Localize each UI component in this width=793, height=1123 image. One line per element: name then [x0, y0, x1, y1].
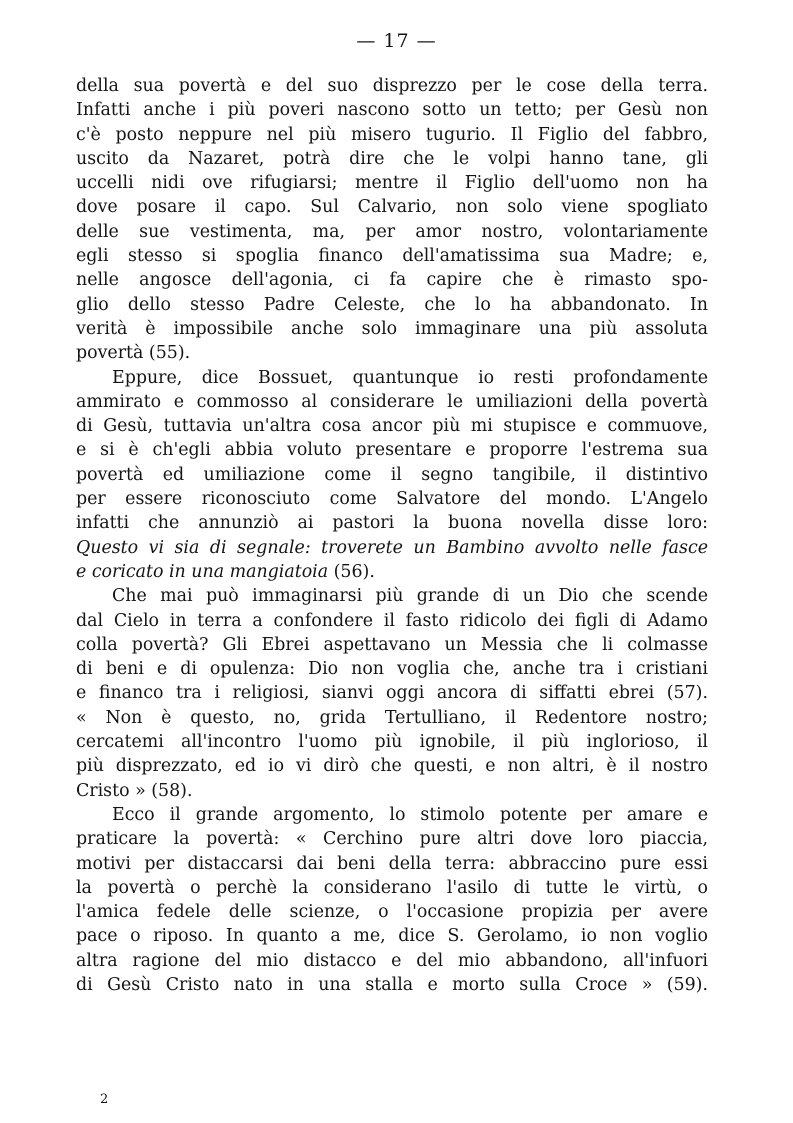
text-line: dove posare il capo. Sul Calvario, non solo viene spogliato — [76, 197, 708, 218]
page-number: — 17 — — [356, 30, 437, 52]
text-line: cercatemi all'incontro l'uomo più ignobile, il più inglorioso, il — [76, 732, 708, 753]
quoted-scripture-line: e coricato in una mangiatoia — [76, 561, 329, 582]
text-line: « Non è questo, no, grida Tertulliano, il Redentore nostro; — [76, 707, 708, 728]
text-line: delle sue vestimenta, ma, per amor nostro, volontariamente — [76, 221, 708, 242]
text-line: nelle angosce dell'agonia, ci fa capire che è rimasto spo- — [76, 270, 708, 291]
text-line: praticare la povertà: « Cerchino pure altri dove loro piaccia, — [76, 829, 708, 850]
text-line: colla povertà? Gli Ebrei aspettavano un Messia che li colmasse — [76, 634, 708, 655]
text-line: Cristo » (58). — [76, 780, 193, 801]
text-line: di Gesù, tuttavia un'altra cosa ancor più mi stupisce e commuove, — [76, 416, 708, 437]
text-line: motivi per distaccarsi dai beni della terra: abbraccino pure essi — [76, 853, 708, 874]
text-line: ammirato e commosso al considerare le umiliazioni della povertà — [76, 391, 708, 412]
text-line: altra ragione del mio distacco e del mio abbandono, all'infuori — [76, 950, 708, 971]
text-line — [76, 560, 708, 584]
text-line: Eppure, dice Bossuet, quantunque io resti profondamente — [112, 367, 708, 388]
text-line: la povertà o perchè la considerano l'asilo di tutte le virtù, o — [76, 877, 708, 898]
text-line: dal Cielo in terra a confondere il fasto ridicolo dei figli di Adamo — [76, 610, 708, 631]
text-line: e si è ch'egli abbia voluto presentare e proporre l'estrema sua — [76, 440, 708, 461]
text-line: più disprezzato, ed io vi dirò che questi, e non altri, è il nostro — [76, 756, 708, 777]
page-body — [76, 74, 708, 997]
text-line: verità è impossibile anche solo immaginare una più assoluta — [76, 318, 708, 339]
text-line: della sua povertà e del suo disprezzo per le cose della terra. — [76, 76, 708, 96]
text-line: pace o riposo. In quanto a me, dice S. Gerolamo, io non voglio — [76, 926, 708, 947]
quoted-scripture-line: Questo vi sia di segnale: troverete un Bambino avvolto nelle fasce — [76, 537, 708, 558]
text-line: povertà ed umiliazione come il segno tangibile, il distintivo — [76, 464, 708, 485]
text-line: Ecco il grande argomento, lo stimolo potente per amare e — [112, 804, 708, 825]
text-line: egli stesso si spoglia financo dell'amatissima sua Madre; e, — [76, 246, 708, 267]
text-line: e financo tra i religiosi, sianvi oggi ancora di siffatti ebrei (57). — [76, 683, 708, 704]
text-line: Che mai può immaginarsi più grande di un Dio che scende — [112, 586, 708, 607]
text-line: c'è posto neppure nel più misero tugurio. Il Figlio del fabbro, — [76, 124, 708, 145]
footnote-ref: (56). — [328, 561, 375, 582]
text-line: l'amica fedele delle scienze, o l'occasione propizia per avere — [76, 902, 708, 923]
text-line: glio dello stesso Padre Celeste, che lo ha abbandonato. In — [76, 294, 708, 315]
signature-mark: 2 — [100, 1092, 109, 1107]
text-line: Infatti anche i più poveri nascono sotto un tetto; per Gesù non — [76, 100, 708, 121]
text-line: di Gesù Cristo nato in una stalla e morto sulla Croce » (59). — [76, 974, 708, 995]
text-line: uccelli nidi ove rifugiarsi; mentre il Figlio dell'uomo non ha — [76, 173, 708, 194]
text-line: di beni e di opulenza: Dio non voglia che, anche tra i cristiani — [76, 659, 708, 680]
text-line: povertà (55). — [76, 343, 191, 364]
text-line: infatti che annunziò ai pastori la buona novella disse loro: — [76, 513, 708, 534]
text-line: uscito da Nazaret, potrà dire che le volpi hanno tane, gli — [76, 148, 708, 169]
text-line: per essere riconosciuto come Salvatore del mondo. L'Angelo — [76, 489, 708, 510]
